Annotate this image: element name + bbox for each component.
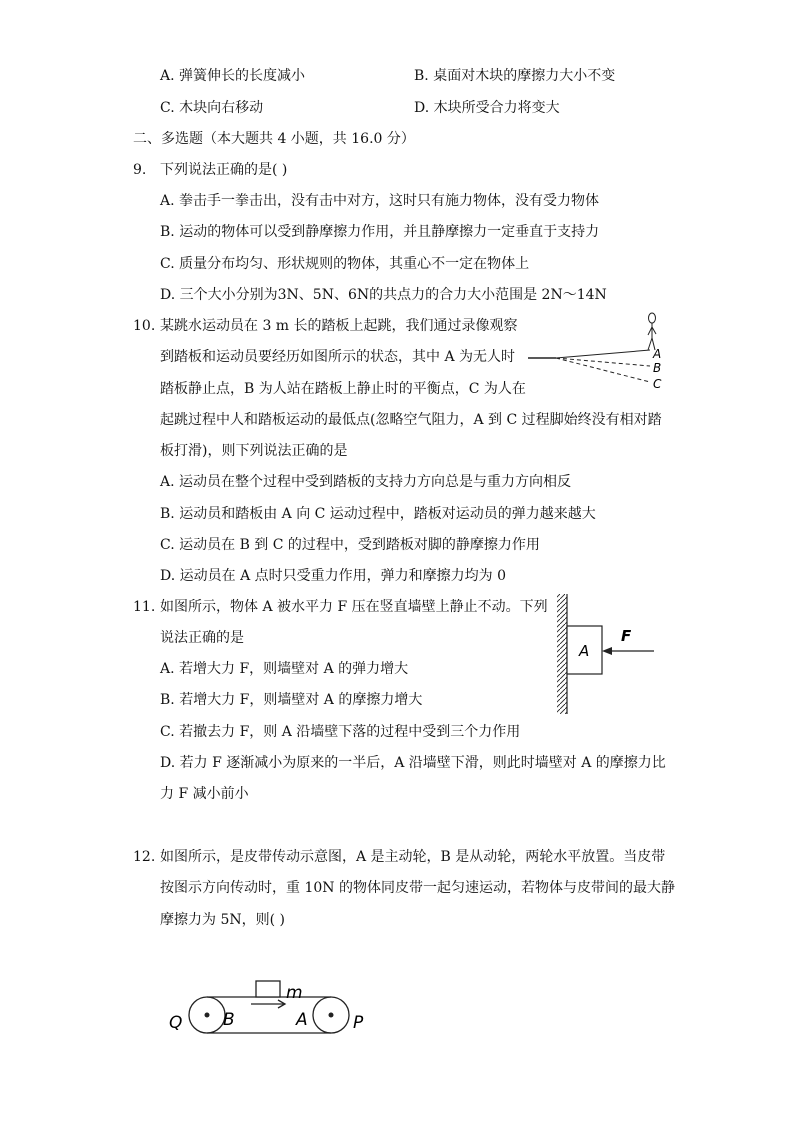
question-stem-line: 板打滑)，则下列说法正确的是: [160, 443, 348, 459]
wall: [557, 594, 567, 714]
q11-option-d: D. 若力 F 逐渐减小为原来的一半后，A 沿墙壁下滑，则此时墙壁对 A 的摩擦力比: [160, 755, 666, 771]
q10-option-d: D. 运动员在 A 点时只受重力作用，弹力和摩擦力均为 0: [160, 568, 506, 584]
question-stem-line: 如图所示，物体 A 被水平力 F 压在竖直墙壁上静止不动。下列: [160, 599, 548, 615]
option-a: A. 弹簧伸长的长度减小: [160, 68, 306, 84]
wall-block-figure: [555, 594, 665, 716]
q9-option-a: A. 拳击手一拳击出，没有击中对方，这时只有施力物体，没有受力物体: [160, 193, 600, 209]
q9-option-d: D. 三个大小分别为3N、5N、6N的共点力的合力大小范围是 2N～14N: [160, 287, 607, 303]
question-number: 11.: [133, 599, 156, 615]
question-stem-line: 起跳过程中人和踏板运动的最低点(忽略空气阻力，A 到 C 过程脚始终没有相对踏: [160, 412, 662, 428]
force-arrow-icon: [602, 647, 612, 655]
question-stem: 下列说法正确的是( ): [160, 162, 288, 178]
label-q: Q: [169, 1013, 183, 1033]
diving-board-figure: [528, 308, 668, 392]
q11-option-b: B. 若增大力 F，则墙壁对 A 的摩擦力增大: [160, 692, 423, 708]
q10-option-b: B. 运动员和踏板由 A 向 C 运动过程中，踏板对运动员的弹力越来越大: [160, 506, 596, 522]
question-stem-line: 踏板静止点，B 为人站在踏板上静止时的平衡点，C 为人在: [160, 381, 526, 397]
q9-option-c: C. 质量分布均匀、形状规则的物体，其重心不一定在物体上: [160, 256, 530, 272]
q10-option-a: A. 运动员在整个过程中受到踏板的支持力方向总是与重力方向相反: [160, 474, 572, 490]
question-stem-line: 某跳水运动员在 3 m 长的踏板上起跳，我们通过录像观察: [160, 318, 518, 334]
label-b: B: [653, 361, 662, 375]
q11-option-a: A. 若增大力 F，则墙壁对 A 的弹力增大: [160, 661, 409, 677]
question-stem-line: 说法正确的是: [160, 630, 244, 646]
block-label: A: [579, 642, 590, 660]
label-a: A: [653, 347, 662, 361]
label-b: B: [223, 1010, 235, 1030]
q10-option-c: C. 运动员在 B 到 C 的过程中，受到踏板对脚的静摩擦力作用: [160, 537, 540, 553]
q9-option-b: B. 运动的物体可以受到静摩擦力作用，并且静摩擦力一定垂直于支持力: [160, 224, 600, 240]
label-m: m: [286, 983, 303, 1003]
belt-drive-figure: [165, 975, 375, 1045]
label-a: A: [296, 1010, 308, 1030]
question-stem-line: 到踏板和运动员要经历如图所示的状态，其中 A 为无人时: [160, 349, 516, 365]
option-c: C. 木块向右移动: [160, 100, 264, 116]
block-m: [256, 981, 280, 997]
q11-option-d-cont: 力 F 减小前小: [160, 786, 249, 802]
question-stem-line: 如图所示，是皮带传动示意图，A 是主动轮，B 是从动轮，两轮水平放置。当皮带: [160, 849, 666, 865]
option-b: B. 桌面对木块的摩擦力大小不变: [414, 68, 616, 84]
label-c: C: [653, 377, 662, 391]
q11-option-c: C. 若撤去力 F，则 A 沿墙壁下落的过程中受到三个力作用: [160, 724, 521, 740]
question-stem-line: 摩擦力为 5N，则( ): [160, 912, 285, 928]
question-number: 9.: [133, 162, 147, 178]
question-stem-line: 按图示方向传动时，重 10N 的物体同皮带一起匀速运动，若物体与皮带间的最大静: [160, 880, 675, 896]
option-d: D. 木块所受合力将变大: [414, 100, 560, 116]
section-title: 二、多选题（本大题共 4 小题，共 16.0 分）: [133, 131, 415, 147]
label-p: P: [353, 1013, 364, 1033]
question-number: 12.: [133, 849, 156, 865]
question-number: 10.: [133, 318, 156, 334]
force-label: F: [621, 627, 632, 645]
